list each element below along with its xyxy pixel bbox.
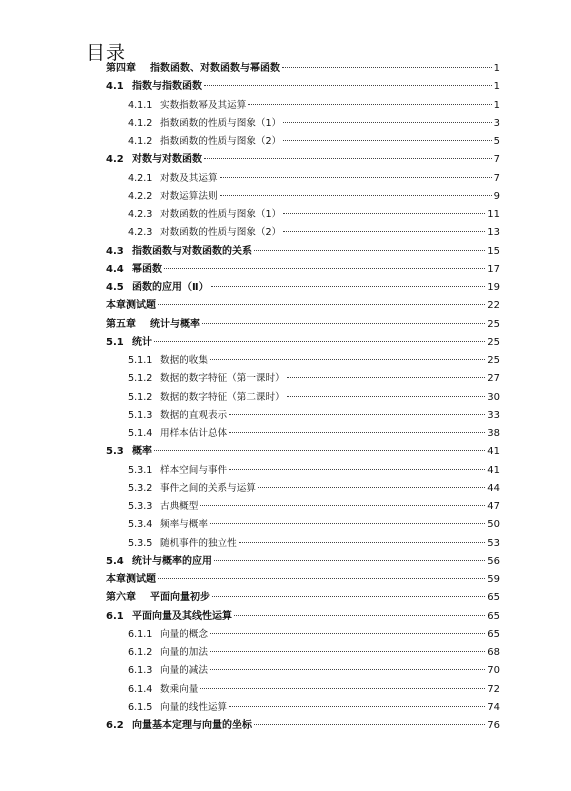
toc-entry-page-number: 65 [487,628,500,640]
dot-leader [229,469,485,470]
toc-entry-label: 向量的减法 [160,665,208,677]
toc-entry[interactable] [106,444,500,460]
toc-entry-page-number: 7 [493,172,500,184]
toc-entry-label: 数乘向量 [160,683,199,695]
dot-leader [210,523,485,524]
toc-entry-label: 向量的线性运算 [160,701,228,713]
toc-entry-label: 事件之间的关系与运算 [160,482,256,494]
toc-entry-page-number: 17 [487,263,500,275]
dot-leader [200,505,485,506]
toc-entry[interactable] [128,481,500,497]
toc-entry-page-number: 53 [487,537,500,549]
toc-entry[interactable] [106,335,500,351]
toc-entry-label: 指数与指数函数 [132,81,202,93]
dot-leader [283,140,491,141]
toc-entry-page-number: 65 [487,592,500,604]
toc-entry-label: 指数函数与对数函数的关系 [132,245,252,257]
toc-entry-number: 6.1.1 [128,628,153,640]
dot-leader [210,633,485,634]
toc-entry[interactable] [106,61,500,77]
toc-title: 目录 [86,42,127,64]
toc-entry[interactable] [128,536,500,552]
dot-leader [214,560,485,561]
dot-leader [254,250,485,251]
toc-entry-label: 平面向量及其线性运算 [132,610,232,622]
toc-entry-page-number: 41 [487,446,500,458]
toc-entry[interactable] [128,171,500,187]
toc-entry-number: 5.1.4 [128,428,153,439]
toc-entry-page-number: 56 [487,555,500,567]
toc-entry-label: 统计 [132,336,152,348]
toc-entry-number: 5.1 [106,336,124,348]
toc-entry-label: 统计与概率的应用 [132,555,212,567]
dot-leader [154,450,485,451]
toc-entry-label: 古典概型 [160,501,199,512]
toc-entry-number: 5.3.4 [128,519,153,531]
toc-entry-number: 4.1 [106,81,124,93]
dot-leader [283,231,485,232]
toc-entry-number: 5.4 [106,555,124,567]
toc-entry-page-number: 47 [487,501,500,512]
toc-entry-label: 对数与对数函数 [132,154,202,166]
toc-entry-page-number: 25 [487,336,500,348]
dot-leader [287,396,486,397]
toc-entry-label: 数据的直观表示 [160,409,228,421]
toc-entry[interactable] [106,317,500,333]
toc-entry-page-number: 11 [487,209,500,220]
toc-entry-page-number: 7 [493,154,500,166]
toc-entry-label: 向量的概念 [160,628,208,640]
toc-entry-number: 4.2.1 [128,172,153,184]
toc-entry-page-number: 27 [487,373,500,385]
toc-entry-number: 第六章 [106,592,136,604]
toc-entry[interactable] [128,134,500,150]
dot-leader [229,414,485,415]
toc-entry[interactable] [128,663,500,679]
toc-entry-number: 5.3.2 [128,482,153,494]
toc-entry-page-number: 9 [493,190,500,202]
dot-leader [239,542,486,543]
toc-entry-page-number: 1 [493,99,500,111]
toc-entry[interactable] [128,353,500,369]
dot-leader [229,432,485,433]
toc-entry-label: 函数的应用（Ⅱ） [132,282,209,293]
dot-leader [210,669,485,670]
dot-leader [220,195,492,196]
toc-entry-label: 指数函数、对数函数与幂函数 [150,63,280,74]
toc-entry[interactable] [128,225,500,241]
toc-entry-label: 平面向量初步 [150,592,210,604]
toc-entry[interactable] [106,298,500,314]
toc-entry-label: 数据的收集 [160,355,208,366]
toc-entry-number: 5.1.1 [128,355,153,366]
toc-entry-label: 数据的数字特征（第二课时） [160,391,285,403]
dot-leader [202,323,485,324]
toc-entry-page-number: 30 [487,391,500,403]
toc-entry-number: 5.1.2 [128,373,153,385]
dot-leader [283,213,485,214]
toc-entry-number: 4.1.2 [128,117,153,129]
toc-entry[interactable] [128,463,500,479]
toc-entry[interactable] [106,244,500,260]
dot-leader [258,487,485,488]
toc-entry[interactable] [128,682,500,698]
toc-entry-label: 指数函数的性质与图象（1） [160,117,282,129]
toc-entry-label: 幂函数 [132,263,162,275]
toc-entry-label: 向量基本定理与向量的坐标 [132,720,252,731]
toc-entry[interactable] [106,718,500,734]
toc-entry[interactable] [128,627,500,643]
dot-leader [204,158,492,159]
toc-entry-page-number: 33 [487,409,500,421]
toc-entry[interactable] [128,700,500,716]
toc-entry-number: 6.1.3 [128,665,153,677]
toc-entry-label: 用样本估计总体 [160,428,228,439]
toc-entry-number: 4.3 [106,245,124,257]
dot-leader [283,122,491,123]
toc-entry-label: 对数函数的性质与图象（1） [160,209,282,220]
toc-entry-number: 第四章 [106,63,136,74]
toc-entry-label: 频率与概率 [160,519,208,531]
toc-entry-page-number: 3 [493,117,500,129]
toc-entry-page-number: 22 [487,300,500,312]
toc-entry[interactable] [106,554,500,570]
toc-entry-page-number: 59 [487,574,500,585]
toc-entry[interactable] [128,207,500,223]
toc-entry[interactable] [128,189,500,205]
toc-entry-number: 6.1.5 [128,701,153,713]
toc-entry-page-number: 44 [487,482,500,494]
toc-entry-page-number: 74 [487,701,500,713]
toc-entry-page-number: 25 [487,355,500,366]
toc-entry-page-number: 65 [487,610,500,622]
dot-leader [212,596,485,597]
toc-entry-label: 实数指数幂及其运算 [160,99,247,111]
toc-entry-page-number: 41 [487,464,500,476]
toc-entry-label: 随机事件的独立性 [160,537,237,549]
toc-entry-page-number: 1 [493,63,500,74]
dot-leader [287,377,486,378]
toc-entry-number: 6.1.4 [128,683,153,695]
toc-entry[interactable] [128,116,500,132]
toc-entry[interactable] [128,408,500,424]
toc-entry-page-number: 25 [487,318,500,330]
toc-entry-number: 4.2.3 [128,227,153,239]
dot-leader [282,67,492,68]
toc-entry[interactable] [128,517,500,533]
toc-entry[interactable] [128,645,500,661]
toc-entry-page-number: 1 [493,81,500,93]
dot-leader [158,304,485,305]
toc-entry-page-number: 5 [493,136,500,147]
toc-entry-number: 4.2.2 [128,190,153,202]
dot-leader [248,104,491,105]
dot-leader [204,85,492,86]
toc-entry[interactable] [128,371,500,387]
toc-entry[interactable] [128,390,500,406]
toc-entry-label: 向量的加法 [160,647,208,658]
dot-leader [211,286,486,287]
toc-entry-number: 6.2 [106,720,124,731]
dot-leader [229,706,485,707]
toc-entry-label: 对数函数的性质与图象（2） [160,227,282,239]
toc-entry-page-number: 72 [487,683,500,695]
toc-entry[interactable] [106,262,500,278]
toc-entry[interactable] [128,98,500,114]
toc-entry-number: 第五章 [106,318,136,330]
toc-entry-number: 6.1.2 [128,647,153,658]
toc-entry-page-number: 70 [487,665,500,677]
dot-leader [200,688,485,689]
toc-entry-page-number: 13 [487,227,500,239]
dot-leader [210,359,485,360]
toc-entry-number: 5.1.3 [128,409,153,421]
dot-leader [210,651,485,652]
toc-entry[interactable] [106,572,500,588]
toc-entry-number: 4.1.2 [128,136,153,147]
toc-entry[interactable] [106,590,500,606]
toc-entry-number: 5.3.1 [128,464,153,476]
toc-entry-label: 对数运算法则 [160,190,218,202]
toc-entry-page-number: 76 [487,720,500,731]
toc-entry-label: 本章测试题 [106,300,156,312]
toc-entry-page-number: 50 [487,519,500,531]
dot-leader [158,578,485,579]
toc-entry-label: 统计与概率 [150,318,200,330]
dot-leader [220,177,492,178]
dot-leader [234,615,485,616]
toc-entry-number: 5.3.3 [128,501,153,512]
toc-entry-number: 6.1 [106,610,124,622]
toc-entry-page-number: 15 [487,245,500,257]
toc-entry-label: 本章测试题 [106,574,156,585]
toc-entry-label: 概率 [132,446,152,458]
dot-leader [164,268,485,269]
toc-entry-number: 4.5 [106,282,124,293]
toc-entry-page-number: 19 [487,282,500,293]
toc-entry-number: 4.4 [106,263,124,275]
dot-leader [154,341,485,342]
toc-entry-number: 5.3 [106,446,124,458]
toc-entry-number: 4.2 [106,154,124,166]
toc-entry-number: 5.3.5 [128,537,153,549]
toc-entry[interactable] [106,152,500,168]
dot-leader [254,724,485,725]
toc-entry-number: 5.1.2 [128,391,153,403]
toc-entry-number: 4.2.3 [128,209,153,220]
toc-entry-number: 4.1.1 [128,99,153,111]
toc-entry[interactable] [106,79,500,95]
toc-entry-label: 对数及其运算 [160,172,218,184]
toc-entry[interactable] [128,426,500,442]
toc-entry[interactable] [106,609,500,625]
toc-entry-page-number: 68 [487,647,500,658]
toc-entry[interactable] [128,499,500,515]
toc-entry-page-number: 38 [487,428,500,439]
toc-entry-label: 指数函数的性质与图象（2） [160,136,282,147]
toc-entry-label: 数据的数字特征（第一课时） [160,373,285,385]
toc-entry-label: 样本空间与事件 [160,464,228,476]
toc-entry[interactable] [106,280,500,296]
